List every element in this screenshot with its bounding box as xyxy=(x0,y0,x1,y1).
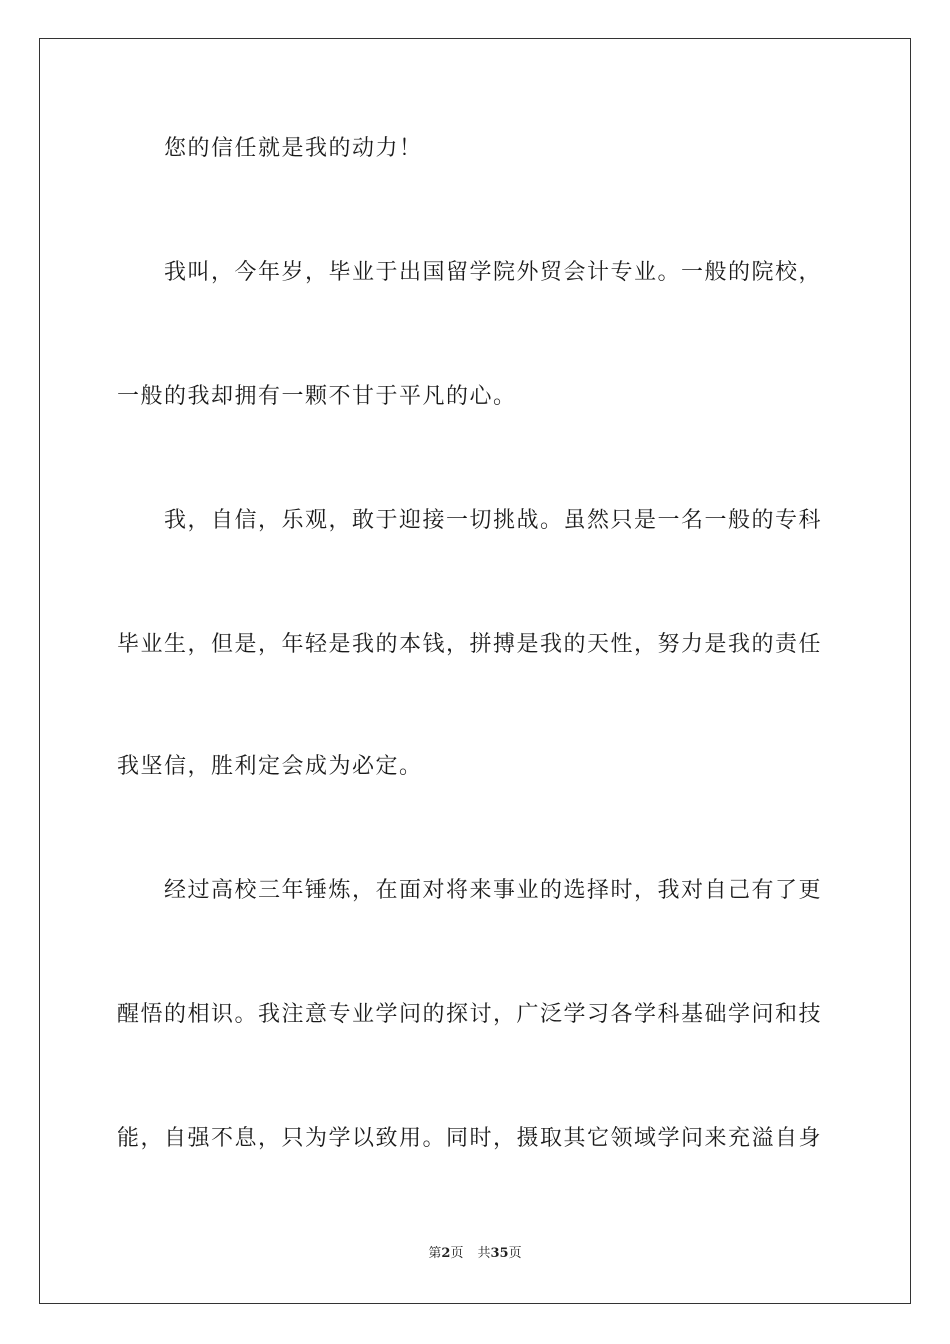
paragraph-line: 我坚信，胜利定会成为必定。 xyxy=(117,754,423,779)
paragraph-line: 醒悟的相识。我注意专业学问的探讨，广泛学习各学科基础学问和技 xyxy=(117,1002,823,1027)
paragraph-line: 能，自强不息，只为学以致用。同时，摄取其它领域学问来充溢自身 xyxy=(117,1126,823,1151)
paragraph-line: 经过高校三年锤炼，在面对将来事业的选择时，我对自己有了更 xyxy=(164,878,823,903)
page-number: 2 xyxy=(441,1246,451,1261)
page-footer xyxy=(0,1245,950,1263)
page-border xyxy=(39,38,911,1304)
page-suffix: 页 xyxy=(450,1246,464,1261)
total-suffix: 页 xyxy=(508,1246,522,1261)
paragraph-line: 您的信任就是我的动力！ xyxy=(164,136,423,161)
paragraph-line: 一般的我却拥有一颗不甘于平凡的心。 xyxy=(117,384,517,409)
paragraph-line: 我叫，今年岁，毕业于出国留学院外贸会计专业。一般的院校， xyxy=(164,260,823,285)
paragraph-line: 我，自信，乐观，敢于迎接一切挑战。虽然只是一名一般的专科 xyxy=(164,508,823,533)
total-prefix: 共 xyxy=(477,1246,491,1261)
paragraph-line: 毕业生，但是，年轻是我的本钱，拼搏是我的天性，努力是我的责任 xyxy=(117,632,823,657)
total-pages: 35 xyxy=(490,1246,509,1261)
page-prefix: 第 xyxy=(428,1246,442,1261)
